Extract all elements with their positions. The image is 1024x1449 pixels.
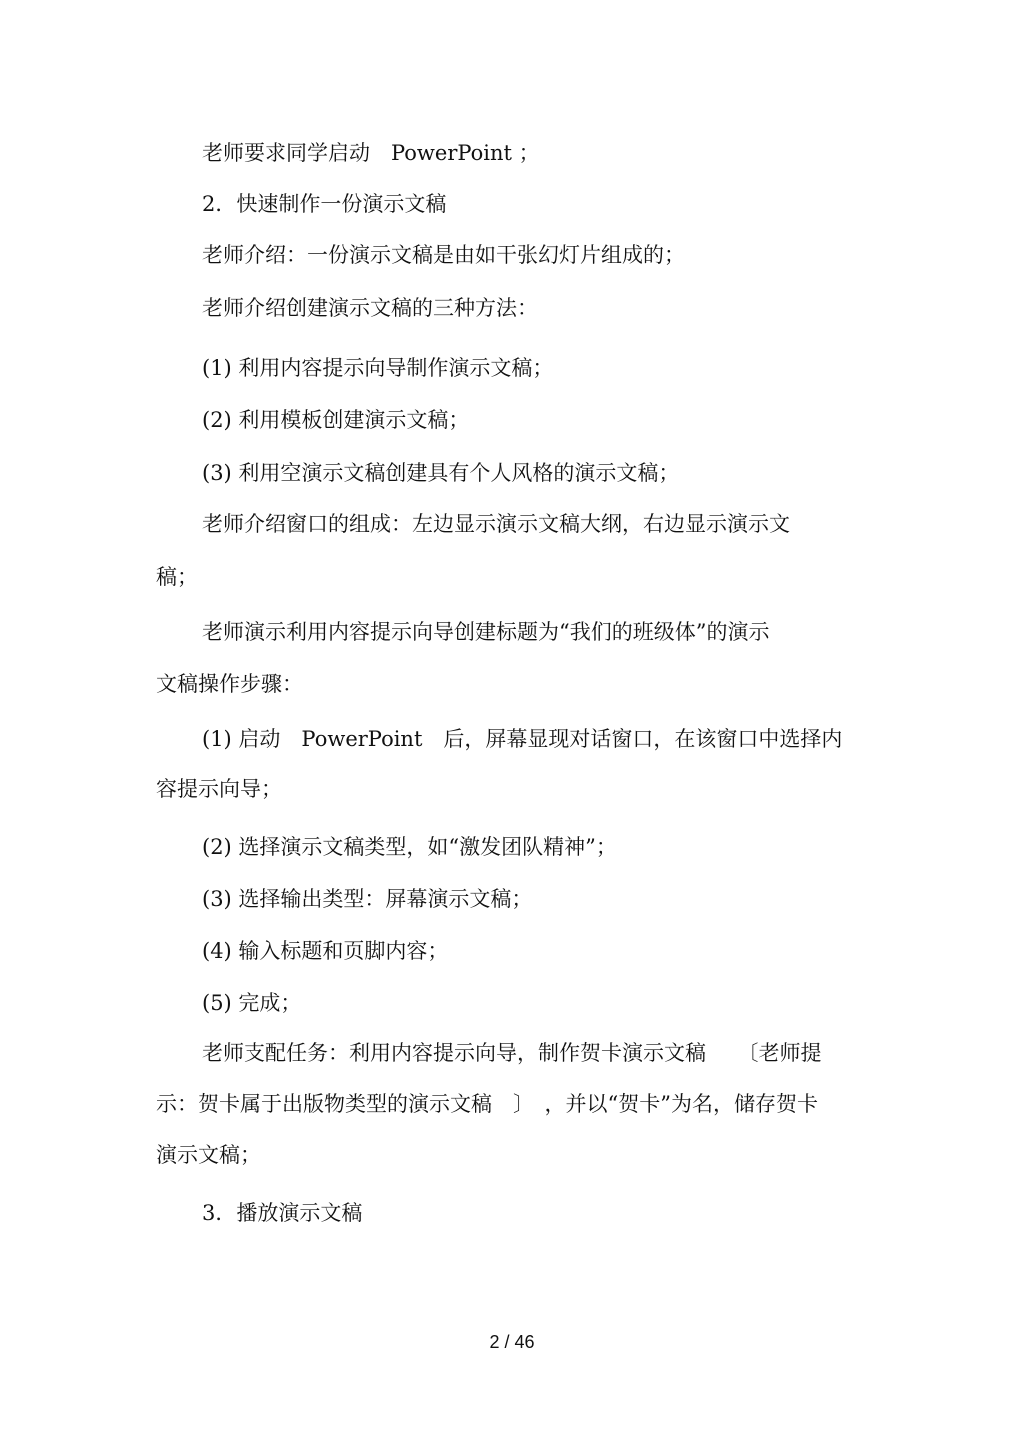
- paragraph-demo-cont: 文稿操作步骤：: [156, 672, 303, 696]
- paragraph-task: 老师支配任务：利用内容提示向导，制作贺卡演示文稿 〔老师提: [202, 1041, 822, 1065]
- list-item-step-1-cont: 容提示向导；: [156, 777, 282, 801]
- list-item-method-3: (3) 利用空演示文稿创建具有个人风格的演示文稿；: [202, 461, 680, 485]
- paragraph-three-methods: 老师介绍创建演示文稿的三种方法：: [202, 296, 538, 320]
- heading-quick-make: 2．快速制作一份演示文稿: [202, 192, 447, 216]
- heading-play-presentation: 3．播放演示文稿: [202, 1201, 363, 1225]
- paragraph-task-cont-2: 演示文稿；: [156, 1143, 261, 1167]
- paragraph-demo: 老师演示利用内容提示向导创建标题为“我们的班级体”的演示: [202, 620, 770, 644]
- list-item-step-1: (1) 启动 PowerPoint 后，屏幕显现对话窗口，在该窗口中选择内: [202, 727, 843, 751]
- paragraph-teacher-intro: 老师介绍：一份演示文稿是由如干张幻灯片组成的；: [202, 243, 685, 267]
- page-number: 2 / 46: [489, 1332, 535, 1352]
- paragraph-task-cont-1: 示：贺卡属于出版物类型的演示文稿 〕 ，并以“贺卡”为名，储存贺卡: [156, 1092, 818, 1116]
- list-item-step-2: (2) 选择演示文稿类型，如“激发团队精神”；: [202, 835, 617, 859]
- paragraph-teacher-request: 老师要求同学启动 PowerPoint ；: [202, 141, 540, 165]
- paragraph-window-parts: 老师介绍窗口的组成：左边显示演示文稿大纲，右边显示演示文: [202, 512, 790, 536]
- list-item-method-2: (2) 利用模板创建演示文稿；: [202, 408, 470, 432]
- list-item-step-5: (5) 完成；: [202, 991, 302, 1015]
- list-item-method-1: (1) 利用内容提示向导制作演示文稿；: [202, 356, 554, 380]
- list-item-step-3: (3) 选择输出类型：屏幕演示文稿；: [202, 887, 533, 911]
- list-item-step-4: (4) 输入标题和页脚内容；: [202, 939, 449, 963]
- paragraph-window-parts-cont: 稿；: [156, 565, 198, 589]
